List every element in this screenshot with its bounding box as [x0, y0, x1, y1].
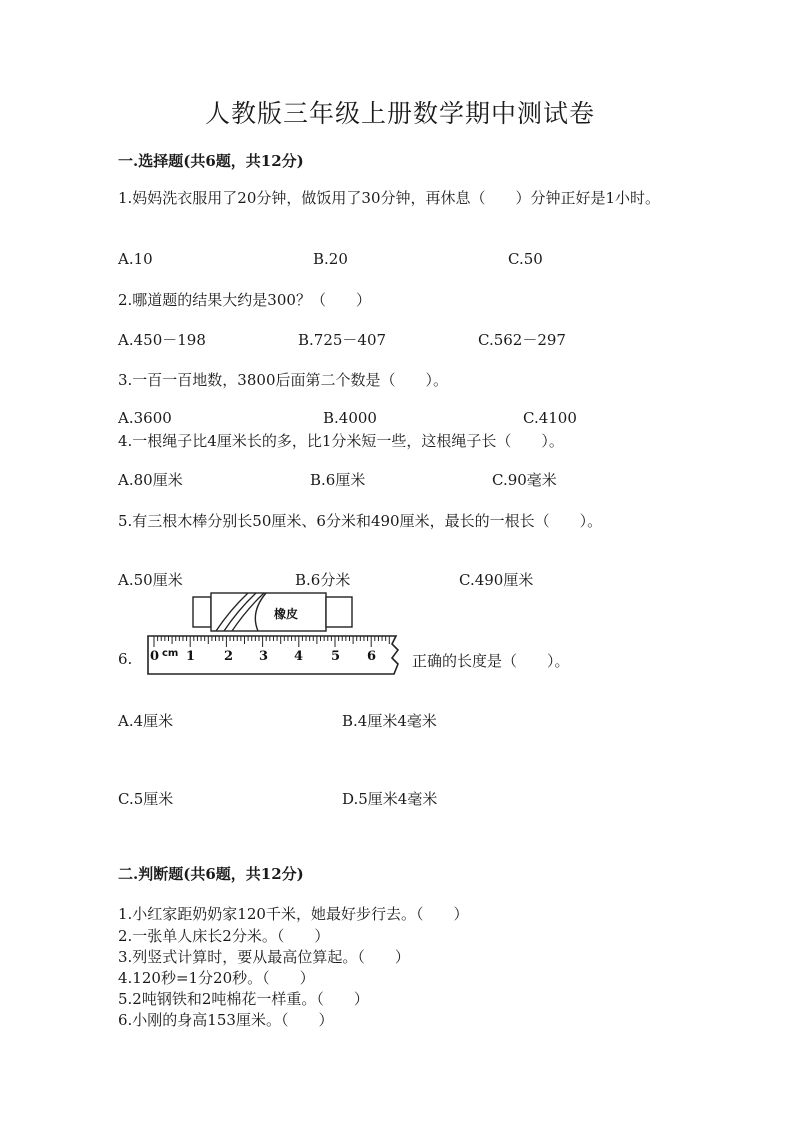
ruler-tick-label-5: 5 [331, 649, 341, 664]
question-3: 3.一百一百地数，3800后面第二个数是（ ）。 [118, 371, 448, 389]
ruler-drawing [148, 636, 398, 674]
q6-option-c: C.5厘米 [118, 790, 174, 808]
question-5: 5.有三根木棒分别长50厘米、6分米和490厘米，最长的一根长（ ）。 [118, 512, 603, 530]
ruler-tick-label-1: 1 [186, 649, 196, 664]
section-heading-choice: 一.选择题(共6题，共12分) [118, 152, 304, 170]
q1-option-a: A.10 [118, 250, 153, 268]
ruler-unit-label: cm [162, 648, 179, 659]
q6-option-d: D.5厘米4毫米 [342, 790, 438, 808]
eraser-label: 橡皮 [274, 607, 299, 621]
q5-option-c: C.490厘米 [459, 571, 534, 589]
ruler-tick-label-6: 6 [367, 649, 377, 664]
ruler-tick-label-0: 0 [150, 649, 160, 664]
judge-item-3: 3.列竖式计算时，要从最高位算起。（ ） [118, 948, 410, 966]
q1-option-b: B.20 [313, 250, 348, 268]
q6-option-a: A.4厘米 [118, 712, 174, 730]
question-6-number: 6. [118, 650, 133, 668]
q2-option-b: B.725－407 [298, 331, 387, 349]
q2-option-c: C.562－297 [478, 331, 566, 349]
q4-option-c: C.90毫米 [492, 471, 557, 489]
q6-option-b: B.4厘米4毫米 [342, 712, 437, 730]
judge-item-6: 6.小刚的身高153厘米。（ ） [118, 1011, 334, 1029]
page-title: 人教版三年级上册数学期中测试卷 [204, 99, 595, 128]
q5-option-a: A.50厘米 [118, 571, 183, 589]
ruler-tick-label-4: 4 [294, 649, 304, 664]
eraser-drawing [193, 593, 352, 631]
eraser-ruler-figure [146, 592, 406, 678]
judge-item-5: 5.2吨钢铁和2吨棉花一样重。（ ） [118, 990, 369, 1008]
section-heading-judgement: 二.判断题(共6题，共12分) [118, 865, 304, 883]
q2-option-a: A.450－198 [118, 331, 206, 349]
q3-option-c: C.4100 [523, 409, 577, 427]
judge-item-1: 1.小红家距奶奶家120千米，她最好步行去。（ ） [118, 905, 469, 923]
judge-item-2: 2.一张单人床长2分米。（ ） [118, 927, 330, 945]
ruler-tick-label-2: 2 [224, 649, 234, 664]
q4-option-a: A.80厘米 [118, 471, 183, 489]
question-2: 2.哪道题的结果大约是300？（ ） [118, 291, 371, 309]
q3-option-b: B.4000 [323, 409, 377, 427]
q1-option-c: C.50 [508, 250, 543, 268]
judge-item-4: 4.120秒=1分20秒。（ ） [118, 969, 315, 987]
q5-option-b: B.6分米 [295, 571, 351, 589]
q3-option-a: A.3600 [118, 409, 172, 427]
question-6-text: 正确的长度是（ ）。 [412, 652, 570, 670]
question-4: 4.一根绳子比4厘米长的多，比1分米短一些，这根绳子长（ ）。 [118, 432, 564, 450]
question-1: 1.妈妈洗衣服用了20分钟，做饭用了30分钟，再休息（ ）分钟正好是1小时。 [118, 189, 661, 207]
ruler-tick-label-3: 3 [259, 649, 269, 664]
q4-option-b: B.6厘米 [310, 471, 366, 489]
